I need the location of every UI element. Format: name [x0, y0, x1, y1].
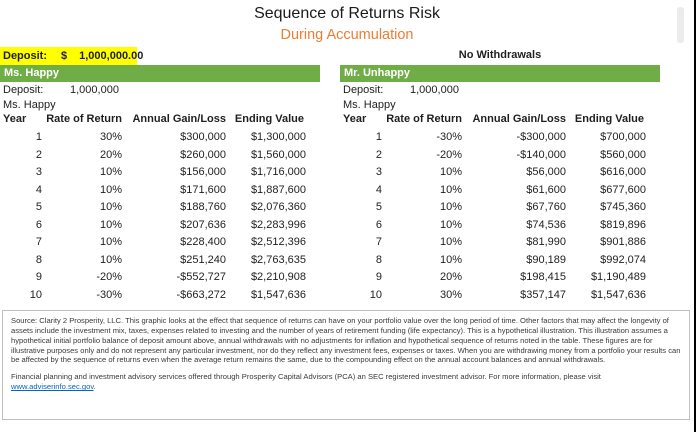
table-cell: 9 — [375, 271, 382, 283]
table-cell: 10% — [439, 201, 462, 213]
table-row — [340, 269, 652, 287]
table-cell: $207,636 — [180, 218, 226, 231]
column-header-annual-gain-loss: Annual Gain/Loss — [132, 113, 226, 125]
column-header-ending-value: Ending Value — [234, 113, 304, 125]
table-cell: 10% — [439, 236, 462, 248]
left-deposit-row — [0, 84, 320, 98]
table-row — [0, 252, 312, 270]
table-cell: 8 — [35, 253, 42, 266]
banner-mr-unhappy: Mr. Unhappy — [340, 65, 660, 82]
table-row — [0, 164, 312, 182]
table-cell: -20% — [96, 271, 122, 283]
table-cell: $81,990 — [526, 236, 566, 248]
disclosure-paragraph: Source: Clarity 2 Prosperity, LLC. This graphic looks at the effect that sequence of returns can have on your portfolio value over the long period of time. Other factors that may affect the longevity of assets include the investment mix, taxes, expenses related to investing and the number of years of retirement funding (life expectancy). This is a hypothetical illustration. This illustration assumes a hypothetical initial portfolio balance of deposit amount above, annual withdrawals with no adjustments for inflation and hypothetical sequence of returns noted in the table. These figures are for illustrative purposes only and do not represent any particular investment, nor do they reflect any investment fees, expenses or taxes. When you are withdrawing money from a portfolio your results can be affected by the sequence of returns even when the average return remains the same, due to the compounding effect on the annual account balances and annual withdrawals. — [11, 316, 681, 365]
table-cell: 10% — [99, 183, 122, 196]
table-cell: 10% — [439, 218, 462, 231]
table-cell: $745,360 — [600, 201, 646, 213]
adviserinfo-link[interactable]: www.adviserinfo.sec.gov — [11, 382, 94, 392]
table-cell: $251,240 — [180, 253, 226, 266]
table-cell: 4 — [375, 183, 382, 196]
table-cell: $560,000 — [600, 148, 646, 161]
left-sublabel-text: Ms. Happy — [3, 99, 56, 111]
column-header-annual-gain-loss: Annual Gain/Loss — [472, 113, 566, 125]
right-sublabel-text: Ms. Happy — [343, 99, 396, 111]
table-row — [0, 217, 312, 235]
table-cell: 20% — [99, 148, 122, 161]
table-cell: 10 — [29, 288, 42, 301]
page-right-border — [694, 0, 696, 432]
table-cell: 7 — [35, 236, 42, 248]
table-row — [340, 147, 652, 165]
table-row — [340, 287, 652, 305]
table-cell: $171,600 — [180, 183, 226, 196]
table-cell: 10% — [99, 218, 122, 231]
table-cell: $677,600 — [600, 183, 646, 196]
table-cell: $188,760 — [180, 201, 226, 213]
table-cell: $1,716,000 — [250, 166, 306, 178]
table-cell: 5 — [375, 201, 382, 213]
table-cell: $992,074 — [600, 253, 646, 266]
no-withdrawals-heading: No Withdrawals — [458, 49, 542, 61]
table-row — [340, 129, 652, 147]
table-cell: $1,560,000 — [250, 148, 306, 161]
table-cell: 30% — [99, 131, 122, 143]
table-row — [340, 164, 652, 182]
table-cell: $74,536 — [526, 218, 566, 231]
table-cell: $90,189 — [526, 253, 566, 266]
table-cell: $228,400 — [180, 236, 226, 248]
table-row — [340, 182, 652, 200]
table-row — [0, 129, 312, 147]
table-cell: $198,415 — [520, 271, 566, 283]
table-cell: 6 — [35, 218, 42, 231]
deposit-highlight-cell — [0, 47, 144, 65]
table-row — [0, 234, 312, 252]
table-cell: 1 — [35, 131, 42, 143]
table-cell: $260,000 — [180, 148, 226, 161]
table-row — [340, 252, 652, 270]
page-subtitle: During Accumulation — [280, 27, 414, 43]
table-cell: -30% — [96, 288, 122, 301]
table-cell: $2,076,360 — [250, 201, 306, 213]
table-cell: -$140,000 — [516, 148, 566, 161]
table-cell: $700,000 — [600, 131, 646, 143]
table-cell: $819,896 — [600, 218, 646, 231]
table-cell: $1,547,636 — [250, 288, 306, 301]
table-row — [340, 234, 652, 252]
table-cell: 20% — [439, 271, 462, 283]
column-header-ending-value: Ending Value — [574, 113, 644, 125]
table-cell: $1,300,000 — [250, 131, 306, 143]
table-cell: 8 — [375, 253, 382, 266]
table-row — [0, 199, 312, 217]
table-cell: $357,147 — [520, 288, 566, 301]
table-cell: $67,760 — [526, 201, 566, 213]
table-cell: $616,000 — [600, 166, 646, 178]
table-cell: 9 — [35, 271, 42, 283]
table-row — [0, 287, 312, 305]
left-table-sublabel — [0, 99, 320, 111]
table-cell: $2,283,996 — [250, 218, 306, 231]
table-cell: 1 — [375, 131, 382, 143]
table-cell: 2 — [35, 148, 42, 161]
table-cell: 10% — [439, 166, 462, 178]
table-cell: 5 — [35, 201, 42, 213]
column-header-rate-of-return: Rate of Return — [46, 113, 122, 125]
table-cell: $1,190,489 — [590, 271, 646, 283]
right-deposit-value: 1,000,000 — [410, 84, 459, 96]
table-cell: $1,887,600 — [250, 183, 306, 196]
table-cell: 3 — [35, 166, 42, 178]
table-cell: -20% — [436, 148, 462, 161]
left-deposit-value: 1,000,000 — [70, 84, 119, 96]
table-cell: 10% — [99, 201, 122, 213]
table-cell: $2,210,908 — [250, 271, 306, 283]
table-cell: 2 — [375, 148, 382, 161]
table-cell: 7 — [375, 236, 382, 248]
table-cell: $2,763,635 — [250, 253, 306, 266]
column-header-rate-of-return: Rate of Return — [386, 113, 462, 125]
right-table-body — [340, 129, 652, 304]
right-deposit-row — [340, 84, 660, 98]
table-cell: $2,512,396 — [250, 236, 306, 248]
table-row — [0, 147, 312, 165]
left-deposit-label: Deposit: — [3, 84, 44, 96]
right-table-header — [340, 113, 652, 125]
table-cell: 10% — [99, 236, 122, 248]
table-cell: 10% — [439, 253, 462, 266]
table-cell: -$300,000 — [516, 131, 566, 143]
table-cell: 10% — [99, 166, 122, 178]
deposit-highlight-amount: 1,000,000.00 — [79, 50, 144, 62]
table-cell: 10% — [99, 253, 122, 266]
table-cell: 10% — [439, 183, 462, 196]
disclosure-footer — [2, 310, 690, 420]
table-cell: -$552,727 — [176, 271, 226, 283]
scrollbar-thumb[interactable] — [677, 7, 684, 43]
advisory-paragraph — [11, 372, 681, 392]
deposit-highlight-label: Deposit: — [3, 50, 47, 62]
table-row — [0, 269, 312, 287]
table-cell: $56,000 — [526, 166, 566, 178]
left-table-header — [0, 113, 312, 125]
table-cell: 6 — [375, 218, 382, 231]
advisory-text-end: . — [93, 382, 96, 392]
advisory-text: Financial planning and investment advisory services offered through Prosperity Capital Advisors (PCA) an SEC registered investment advisor. For more information, please visit — [11, 372, 601, 382]
table-cell: 30% — [439, 288, 462, 301]
table-cell: $300,000 — [180, 131, 226, 143]
table-cell: $1,547,636 — [590, 288, 646, 301]
table-cell: 3 — [375, 166, 382, 178]
table-cell: -30% — [436, 131, 462, 143]
table-cell: -$663,272 — [176, 288, 226, 301]
table-row — [340, 217, 652, 235]
table-cell: 10 — [369, 288, 382, 301]
table-cell: 4 — [35, 183, 42, 196]
right-table-sublabel — [340, 99, 660, 111]
table-cell: $156,000 — [180, 166, 226, 178]
right-deposit-label: Deposit: — [343, 84, 384, 96]
column-header-year: Year — [343, 113, 367, 125]
column-header-year: Year — [3, 113, 27, 125]
left-table-body — [0, 129, 312, 304]
table-cell: $61,600 — [526, 183, 566, 196]
table-row — [340, 199, 652, 217]
deposit-currency-symbol: $ — [61, 50, 68, 62]
table-cell: $901,886 — [600, 236, 646, 248]
table-row — [0, 182, 312, 200]
banner-ms-happy: Ms. Happy — [0, 65, 320, 82]
page-title: Sequence of Returns Risk — [254, 5, 440, 22]
